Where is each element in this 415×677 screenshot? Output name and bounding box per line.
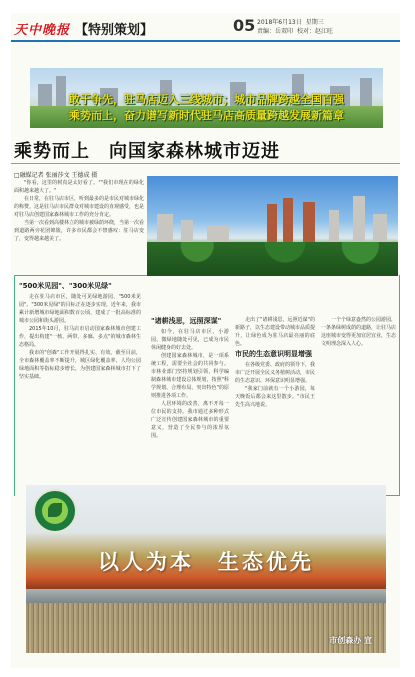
masthead-rule — [11, 40, 400, 42]
banner-line-2: 乘势而上，奋力谱写新时代驻马店高质量跨越发展新篇章 — [69, 109, 344, 122]
paragraph: 我市的"创森"工作开展得扎实、有效。截至目前，全市森林覆盖率不断提升，城区绿化覆盖率、人均公园绿地面积等指标稳步增长，为创建国家森林城市打下了坚实基础。 — [19, 350, 141, 380]
paragraph: 如今，在驻马店市区，小游园、微绿地随处可见，已成为市民休闲健身的好去处。 — [151, 329, 229, 351]
city-skyline-photo — [147, 176, 398, 276]
issue-weekday: 星期三 — [305, 19, 324, 26]
issue-date: 2018年6月13日 — [257, 19, 302, 26]
far-right-column — [321, 316, 396, 491]
section-title: 【特别策划】 — [75, 23, 154, 38]
masthead — [11, 13, 400, 43]
right-top-column — [235, 316, 315, 346]
paragraph: 走出了"诸耕浅思，远照近谋"的新路子，以生态建设带动城市品质提升，让绿色成为驻马店最亮丽的底色。 — [235, 317, 315, 346]
ad-credit: 市创森办 宣 — [329, 636, 372, 645]
article-headline: 乘势而上 向国家森林城市迈进 — [14, 141, 280, 162]
newspaper-page — [11, 13, 400, 668]
paragraph: "你看，这里的树真是太好看了。""我们市现在的绿化面积越来越大了。" — [14, 180, 144, 194]
article-byline: □融媒记者 张丽莎文 王德成 摄 — [14, 172, 98, 179]
editor-credit: 责编：岳双印 — [257, 28, 294, 35]
paragraph: "我家门前就有一个小游园，每天晚饭后都会来这里散步。"市民王先生高兴地说。 — [235, 386, 315, 408]
issue-meta — [257, 18, 337, 36]
intro-column — [14, 179, 144, 269]
paragraph: 创建国家森林城市，是一项系统工程，需要全社会的共同参与。市林业部门坚持规划引领，科学编制森林城市建设总体规划，按照"科学规划、合理布局、突出特色"的原则推进各项工作。 — [151, 353, 229, 399]
city-banner — [30, 68, 383, 128]
paragraph: 在日常，在驻马店市区，听到最多的是市民对城市绿化的称赞。这是驻马店市民群众对城市建设的直观感受，也是对驻马店创建国家森林城市工作的充分肯定。 — [14, 196, 144, 218]
newspaper-logo: 天中晚报 — [14, 23, 71, 38]
right-column — [235, 361, 315, 491]
subheading-awareness: 市民的生态意识明显增强 — [235, 350, 312, 358]
headline-rule — [11, 163, 400, 164]
proofreader-credit: 校对：赵江旺 — [297, 28, 334, 35]
subheading-500m: "500米见园"、"300米见绿" — [19, 282, 112, 290]
paragraph: 走在驻马店市区，随处可见绿地游园，"500米见园"、"300米见绿"的目标正在逐步实现。近年来，我市累计新增城市绿地面积数百公顷，建成了一批高标准的城市公园和街头游园。 — [19, 294, 141, 324]
paragraph: 在各级党委、政府的领导下，我市广泛开展全民义务植树活动，市民的生态意识、环保意识明显增强。 — [235, 362, 315, 384]
middle-column — [151, 328, 229, 491]
ad-slogan: 以人为本 生态优先 — [98, 549, 314, 574]
forest-city-emblem-icon — [33, 489, 77, 533]
paragraph: 2015年10月，驻马店市启动国家森林城市创建工作，提出构建"一核、两带、多廊、多点"的城市森林生态格局。 — [19, 326, 141, 348]
banner-line-1: 敢于争先，驻马店迈入三线城市；城市品牌跨越全国百强 — [69, 93, 344, 106]
paragraph: 人居环境的改善，离不开每一位市民的支持。我市通过多种形式广泛宣传创建国家森林城市的重要意义，营造了全民参与的浓厚氛围。 — [151, 401, 229, 439]
subheading-plan: "诸耕浅思，远照深谋" — [151, 317, 222, 325]
paragraph: 一个个绿意盎然的公园游园，一条条绿树成荫的道路，让驻马店这座城市变得更加宜居宜业，生态文明理念深入人心。 — [321, 317, 396, 347]
page-number: 05 — [233, 16, 256, 35]
paragraph: 当第一次看到高楼林立的城市被绿荫环绕，当第一次看到道路两旁花团锦簇，许多市民都会不禁感叹：驻马店变了，变得越来越美了。 — [14, 220, 144, 242]
left-column — [19, 293, 141, 491]
forest-city-ad — [26, 485, 386, 653]
